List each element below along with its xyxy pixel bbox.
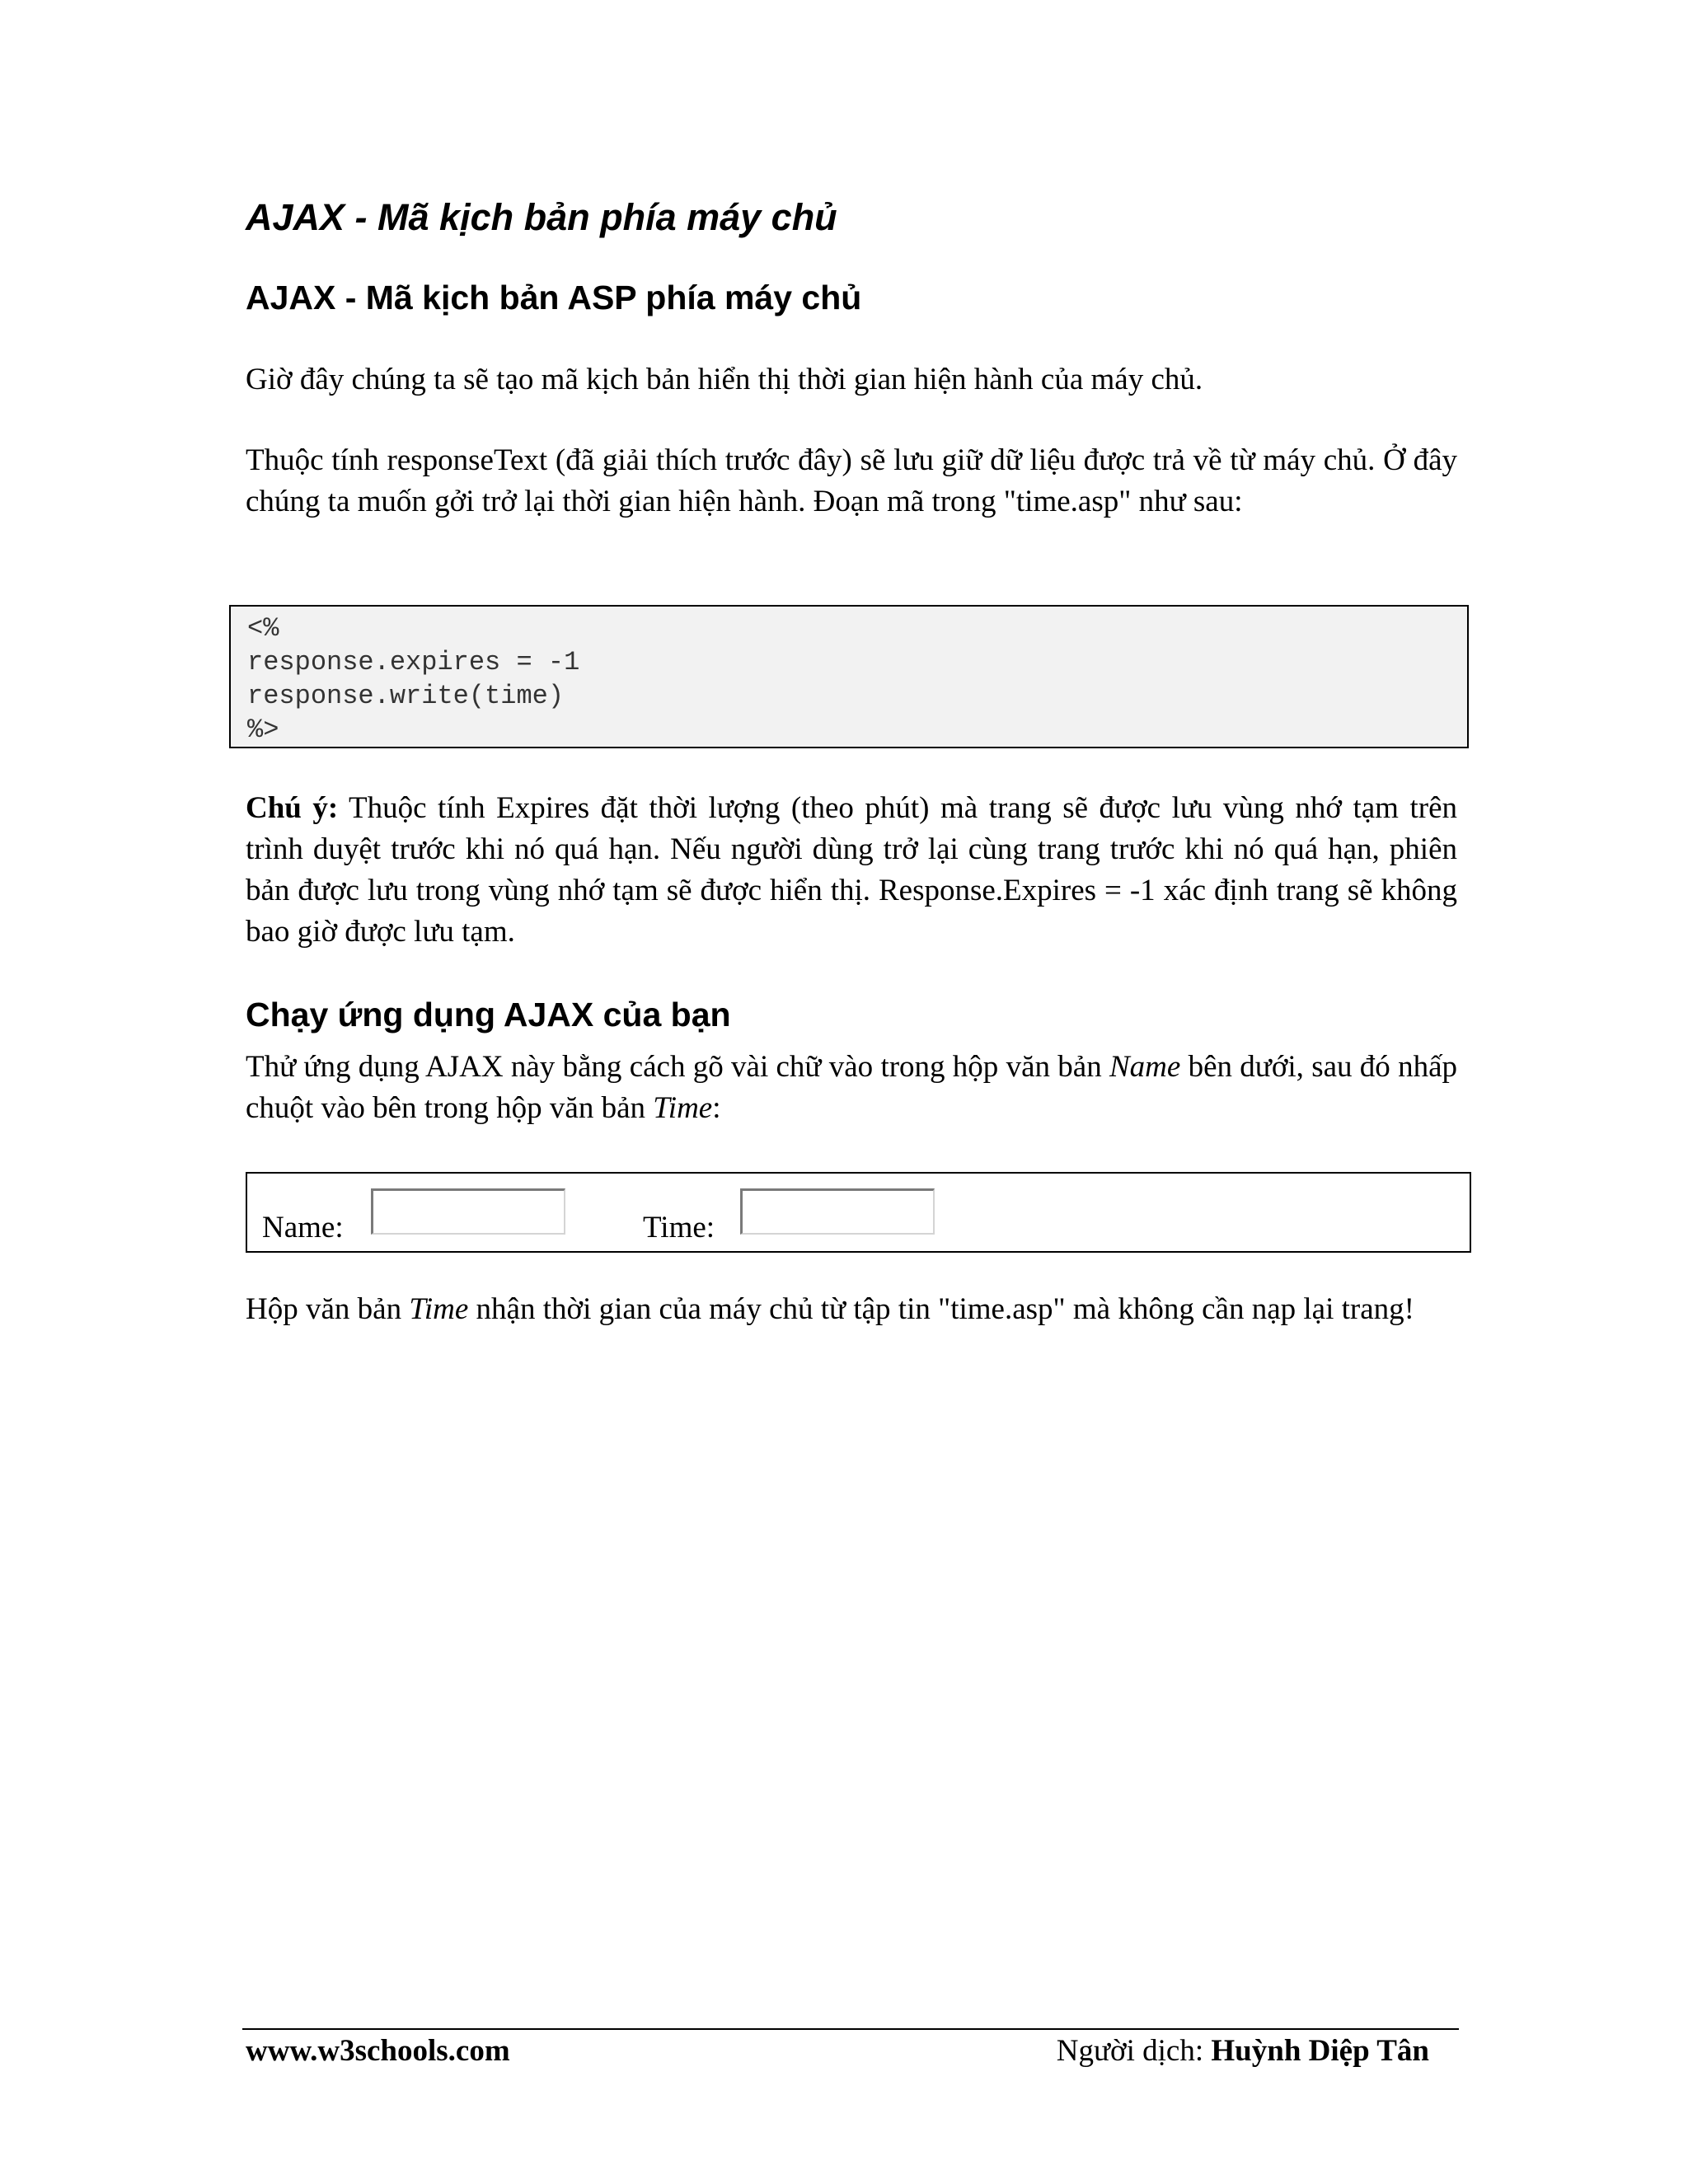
code-line: <% — [247, 613, 279, 644]
intro-text: : — [712, 1091, 721, 1125]
footer-translator — [1057, 2032, 1429, 2070]
translator-label: Người dịch: — [1056, 2034, 1212, 2068]
paragraph-time-box — [246, 1289, 1457, 1330]
footer-website: www.w3schools.com — [246, 2034, 510, 2068]
page-title: AJAX - Mã kịch bản phía máy chủ — [246, 196, 837, 238]
footer-divider — [242, 2028, 1459, 2030]
code-block — [229, 605, 1469, 748]
code-line: %> — [247, 715, 279, 745]
note-text: Thuộc tính Expires đặt thời lượng (theo phút) mà trang sẽ được lưu vùng nhớ tạm trên trình duyệt trước khi nó quá hạn. Nếu người dùng trở lại cùng trang trước khi nó quá hạn, phiên bản được lưu trong vùng nhớ tạm sẽ được hiển thị. Response.Expires = -1 xác định trang sẽ không bao giờ được lưu tạm. — [246, 791, 1457, 949]
section-heading-asp: AJAX - Mã kịch bản ASP phía máy chủ — [246, 279, 862, 316]
name-label: Name: — [262, 1211, 344, 1244]
paragraph-responsetext: Thuộc tính responseText (đã giải thích trước đây) sẽ lưu giữ dữ liệu được trả về từ máy chủ. Ở đây chúng ta muốn gởi trở lại thời gian hiện hành. Đoạn mã trong "time.asp" như sau: — [246, 443, 1457, 518]
code-line: response.write(time) — [247, 681, 565, 711]
section-heading-run: Chạy ứng dụng AJAX của bạn — [246, 996, 731, 1033]
paragraph-intro: Giờ đây chúng ta sẽ tạo mã kịch bản hiển thị thời gian hiện hành của máy chủ. — [246, 363, 1203, 396]
translator-name: Huỳnh Diệp Tân — [1211, 2034, 1429, 2068]
name-input[interactable] — [371, 1188, 565, 1235]
paragraph-try-app — [246, 1047, 1457, 1129]
paragraph-note — [246, 788, 1457, 953]
note-label: Chú ý: — [246, 791, 339, 825]
name-term: Name — [1109, 1050, 1181, 1084]
time-input[interactable] — [740, 1188, 935, 1235]
intro-text: Thử ứng dụng AJAX này bằng cách gõ vài chữ vào trong hộp văn bản — [246, 1050, 1109, 1084]
outro-text: nhận thời gian của máy chủ từ tập tin "time.asp" mà không cần nạp lại trang! — [468, 1292, 1414, 1326]
outro-text: Hộp văn bản — [246, 1292, 410, 1326]
time-term: Time — [409, 1292, 469, 1326]
intro-text: bên dưới, sau đó nhấp chuột vào bên trong hộp văn bản — [246, 1050, 1457, 1125]
code-line: response.expires = -1 — [247, 647, 580, 677]
time-term: Time — [653, 1091, 713, 1125]
demo-form — [246, 1172, 1471, 1253]
time-label: Time: — [643, 1211, 715, 1244]
